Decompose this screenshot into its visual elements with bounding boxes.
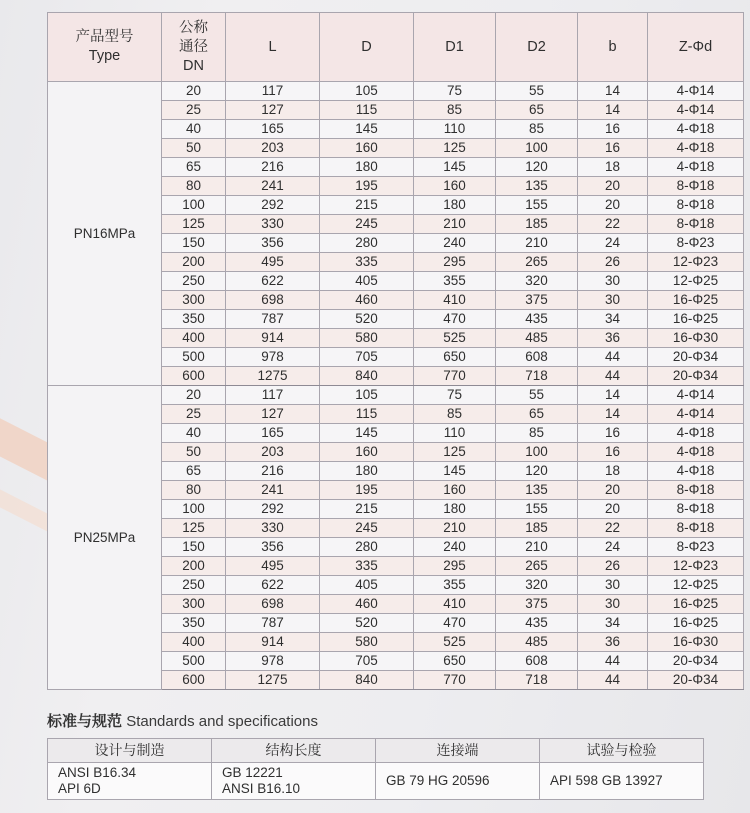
column-header-d: D — [320, 13, 414, 82]
cell-zd: 16-Φ25 — [648, 310, 744, 329]
cell-l: 787 — [226, 310, 320, 329]
cell-l: 117 — [226, 82, 320, 101]
cell-b: 44 — [578, 671, 648, 690]
standards-column-value — [48, 763, 212, 800]
standards-value-line: ANSI B16.34 — [58, 765, 137, 780]
cell-b: 24 — [578, 538, 648, 557]
cell-d1: 295 — [414, 253, 496, 272]
cell-l: 216 — [226, 158, 320, 177]
cell-l: 203 — [226, 139, 320, 158]
standards-table — [47, 738, 704, 800]
cell-b: 44 — [578, 367, 648, 386]
cell-zd: 4-Φ18 — [648, 120, 744, 139]
cell-d2: 100 — [496, 443, 578, 462]
cell-zd: 16-Φ30 — [648, 329, 744, 348]
cell-d: 335 — [320, 253, 414, 272]
cell-b: 18 — [578, 462, 648, 481]
dimension-table-container — [47, 12, 719, 690]
cell-zd: 4-Φ14 — [648, 386, 744, 405]
cell-l: 330 — [226, 215, 320, 234]
column-header-dn-line1: 公称 — [179, 19, 208, 36]
cell-zd: 8-Φ18 — [648, 519, 744, 538]
cell-b: 26 — [578, 557, 648, 576]
cell-d2: 485 — [496, 633, 578, 652]
cell-dn: 65 — [162, 462, 226, 481]
cell-b: 14 — [578, 82, 648, 101]
cell-b: 34 — [578, 310, 648, 329]
cell-b: 22 — [578, 215, 648, 234]
cell-zd: 12-Φ25 — [648, 576, 744, 595]
cell-d1: 75 — [414, 386, 496, 405]
cell-d: 280 — [320, 234, 414, 253]
cell-d1: 240 — [414, 234, 496, 253]
cell-d: 520 — [320, 310, 414, 329]
cell-d2: 435 — [496, 614, 578, 633]
cell-b: 14 — [578, 101, 648, 120]
cell-l: 1275 — [226, 671, 320, 690]
cell-d2: 120 — [496, 462, 578, 481]
cell-d: 105 — [320, 386, 414, 405]
cell-d1: 650 — [414, 348, 496, 367]
cell-b: 44 — [578, 652, 648, 671]
cell-d: 245 — [320, 215, 414, 234]
cell-zd: 12-Φ25 — [648, 272, 744, 291]
cell-d: 335 — [320, 557, 414, 576]
cell-d1: 525 — [414, 329, 496, 348]
standards-heading — [47, 710, 318, 731]
cell-dn: 125 — [162, 215, 226, 234]
cell-zd: 4-Φ18 — [648, 139, 744, 158]
standards-column-header: 结构长度 — [212, 739, 376, 763]
standards-table-container — [47, 738, 703, 800]
cell-b: 16 — [578, 120, 648, 139]
cell-d2: 55 — [496, 82, 578, 101]
pressure-rating-label: PN16MPa — [48, 82, 162, 386]
cell-dn: 200 — [162, 557, 226, 576]
cell-d1: 650 — [414, 652, 496, 671]
column-header-type — [48, 13, 162, 82]
cell-dn: 20 — [162, 82, 226, 101]
cell-b: 36 — [578, 633, 648, 652]
table-row — [48, 386, 744, 405]
cell-dn: 100 — [162, 196, 226, 215]
cell-l: 117 — [226, 386, 320, 405]
cell-dn: 500 — [162, 348, 226, 367]
cell-d: 195 — [320, 481, 414, 500]
cell-l: 914 — [226, 329, 320, 348]
cell-d1: 355 — [414, 576, 496, 595]
cell-b: 16 — [578, 424, 648, 443]
cell-d2: 718 — [496, 671, 578, 690]
cell-b: 20 — [578, 481, 648, 500]
cell-dn: 25 — [162, 405, 226, 424]
cell-d1: 110 — [414, 424, 496, 443]
cell-d1: 470 — [414, 310, 496, 329]
cell-d: 215 — [320, 196, 414, 215]
cell-dn: 250 — [162, 576, 226, 595]
cell-b: 20 — [578, 196, 648, 215]
cell-d2: 435 — [496, 310, 578, 329]
cell-zd: 4-Φ14 — [648, 405, 744, 424]
cell-d: 840 — [320, 671, 414, 690]
cell-d2: 320 — [496, 272, 578, 291]
cell-d2: 320 — [496, 576, 578, 595]
cell-d2: 375 — [496, 291, 578, 310]
cell-d: 405 — [320, 576, 414, 595]
cell-zd: 16-Φ25 — [648, 291, 744, 310]
cell-l: 356 — [226, 234, 320, 253]
cell-zd: 8-Φ23 — [648, 234, 744, 253]
cell-zd: 20-Φ34 — [648, 348, 744, 367]
cell-b: 24 — [578, 234, 648, 253]
cell-d: 460 — [320, 291, 414, 310]
cell-d1: 770 — [414, 671, 496, 690]
cell-d1: 180 — [414, 500, 496, 519]
cell-d1: 770 — [414, 367, 496, 386]
cell-dn: 25 — [162, 101, 226, 120]
cell-l: 216 — [226, 462, 320, 481]
cell-b: 36 — [578, 329, 648, 348]
cell-d1: 210 — [414, 519, 496, 538]
cell-zd: 8-Φ18 — [648, 481, 744, 500]
cell-dn: 125 — [162, 519, 226, 538]
cell-d: 705 — [320, 652, 414, 671]
cell-d2: 210 — [496, 234, 578, 253]
cell-zd: 4-Φ18 — [648, 158, 744, 177]
cell-d: 160 — [320, 139, 414, 158]
cell-d1: 85 — [414, 405, 496, 424]
cell-l: 622 — [226, 272, 320, 291]
cell-d1: 210 — [414, 215, 496, 234]
standards-column-header: 设计与制造 — [48, 739, 212, 763]
cell-d1: 160 — [414, 177, 496, 196]
cell-d: 145 — [320, 120, 414, 139]
cell-d1: 295 — [414, 557, 496, 576]
cell-zd: 20-Φ34 — [648, 652, 744, 671]
column-header-d2: D2 — [496, 13, 578, 82]
cell-dn: 400 — [162, 329, 226, 348]
cell-b: 14 — [578, 405, 648, 424]
standards-heading-cn: 标准与规范 — [47, 713, 123, 730]
cell-l: 165 — [226, 424, 320, 443]
column-header-b: b — [578, 13, 648, 82]
cell-dn: 500 — [162, 652, 226, 671]
cell-d1: 110 — [414, 120, 496, 139]
cell-d2: 135 — [496, 481, 578, 500]
cell-d2: 85 — [496, 424, 578, 443]
table-row — [48, 82, 744, 101]
cell-b: 30 — [578, 576, 648, 595]
cell-d1: 145 — [414, 462, 496, 481]
column-header-type-cn: 产品型号 — [75, 29, 134, 45]
cell-d1: 125 — [414, 139, 496, 158]
standards-value-line: GB 79 HG 20596 — [386, 773, 490, 788]
cell-dn: 250 — [162, 272, 226, 291]
cell-b: 30 — [578, 291, 648, 310]
cell-d1: 355 — [414, 272, 496, 291]
cell-d: 115 — [320, 101, 414, 120]
cell-d1: 75 — [414, 82, 496, 101]
cell-d2: 210 — [496, 538, 578, 557]
cell-dn: 40 — [162, 120, 226, 139]
cell-d: 180 — [320, 462, 414, 481]
cell-l: 978 — [226, 652, 320, 671]
cell-zd: 4-Φ18 — [648, 462, 744, 481]
cell-d1: 525 — [414, 633, 496, 652]
cell-l: 127 — [226, 405, 320, 424]
dimension-table — [47, 12, 744, 690]
cell-d2: 155 — [496, 500, 578, 519]
cell-zd: 12-Φ23 — [648, 253, 744, 272]
cell-zd: 12-Φ23 — [648, 557, 744, 576]
cell-dn: 80 — [162, 481, 226, 500]
dimension-table-header — [48, 13, 744, 82]
cell-d2: 100 — [496, 139, 578, 158]
cell-d2: 185 — [496, 215, 578, 234]
cell-zd: 8-Φ18 — [648, 177, 744, 196]
cell-b: 14 — [578, 386, 648, 405]
cell-b: 30 — [578, 272, 648, 291]
cell-zd: 4-Φ14 — [648, 82, 744, 101]
cell-d1: 410 — [414, 291, 496, 310]
cell-d: 580 — [320, 633, 414, 652]
cell-d2: 718 — [496, 367, 578, 386]
header-row — [48, 13, 744, 82]
cell-l: 356 — [226, 538, 320, 557]
cell-d: 460 — [320, 595, 414, 614]
cell-dn: 20 — [162, 386, 226, 405]
standards-value-row — [48, 763, 704, 800]
cell-d2: 65 — [496, 101, 578, 120]
pressure-rating-label: PN25MPa — [48, 386, 162, 690]
cell-zd: 16-Φ25 — [648, 614, 744, 633]
standards-column-value — [540, 763, 704, 800]
cell-b: 44 — [578, 348, 648, 367]
cell-b: 16 — [578, 139, 648, 158]
cell-d2: 55 — [496, 386, 578, 405]
cell-zd: 20-Φ34 — [648, 367, 744, 386]
cell-l: 241 — [226, 481, 320, 500]
cell-dn: 300 — [162, 595, 226, 614]
cell-d: 160 — [320, 443, 414, 462]
cell-d2: 608 — [496, 348, 578, 367]
standards-column-header: 连接端 — [376, 739, 540, 763]
cell-zd: 8-Φ23 — [648, 538, 744, 557]
cell-d2: 265 — [496, 253, 578, 272]
cell-dn: 65 — [162, 158, 226, 177]
cell-b: 22 — [578, 519, 648, 538]
dimension-table-body — [48, 82, 744, 690]
cell-d2: 485 — [496, 329, 578, 348]
cell-dn: 350 — [162, 614, 226, 633]
cell-dn: 600 — [162, 367, 226, 386]
cell-zd: 4-Φ18 — [648, 424, 744, 443]
cell-d: 840 — [320, 367, 414, 386]
cell-l: 330 — [226, 519, 320, 538]
cell-zd: 8-Φ18 — [648, 215, 744, 234]
cell-l: 495 — [226, 253, 320, 272]
standards-column-value — [212, 763, 376, 800]
cell-d2: 155 — [496, 196, 578, 215]
cell-dn: 100 — [162, 500, 226, 519]
cell-d2: 185 — [496, 519, 578, 538]
cell-dn: 150 — [162, 538, 226, 557]
cell-d: 195 — [320, 177, 414, 196]
cell-d2: 135 — [496, 177, 578, 196]
column-header-zd: Z-Φd — [648, 13, 744, 82]
cell-d1: 160 — [414, 481, 496, 500]
cell-d2: 120 — [496, 158, 578, 177]
cell-d: 580 — [320, 329, 414, 348]
cell-d1: 410 — [414, 595, 496, 614]
cell-d1: 85 — [414, 101, 496, 120]
cell-dn: 50 — [162, 139, 226, 158]
cell-d: 180 — [320, 158, 414, 177]
cell-l: 165 — [226, 120, 320, 139]
cell-d: 245 — [320, 519, 414, 538]
cell-d2: 608 — [496, 652, 578, 671]
cell-d: 705 — [320, 348, 414, 367]
cell-l: 698 — [226, 291, 320, 310]
cell-dn: 350 — [162, 310, 226, 329]
cell-d: 115 — [320, 405, 414, 424]
cell-b: 20 — [578, 500, 648, 519]
cell-dn: 200 — [162, 253, 226, 272]
standards-value-line: GB 12221 — [222, 765, 283, 780]
cell-l: 292 — [226, 196, 320, 215]
cell-b: 30 — [578, 595, 648, 614]
standards-value-line: API 598 GB 13927 — [550, 773, 663, 788]
standards-heading-en: Standards and specifications — [126, 713, 318, 730]
standards-value-line: ANSI B16.10 — [222, 781, 301, 796]
cell-d1: 145 — [414, 158, 496, 177]
cell-zd: 8-Φ18 — [648, 500, 744, 519]
standards-column-header: 试验与检验 — [540, 739, 704, 763]
cell-l: 241 — [226, 177, 320, 196]
cell-d2: 375 — [496, 595, 578, 614]
cell-d: 215 — [320, 500, 414, 519]
cell-l: 292 — [226, 500, 320, 519]
cell-l: 127 — [226, 101, 320, 120]
cell-dn: 40 — [162, 424, 226, 443]
cell-d2: 85 — [496, 120, 578, 139]
cell-d1: 125 — [414, 443, 496, 462]
standards-column-value — [376, 763, 540, 800]
cell-b: 16 — [578, 443, 648, 462]
cell-d2: 65 — [496, 405, 578, 424]
standards-value-line: API 6D — [58, 781, 101, 796]
cell-b: 34 — [578, 614, 648, 633]
cell-zd: 20-Φ34 — [648, 671, 744, 690]
cell-d: 145 — [320, 424, 414, 443]
cell-dn: 80 — [162, 177, 226, 196]
cell-l: 978 — [226, 348, 320, 367]
cell-dn: 600 — [162, 671, 226, 690]
cell-d1: 470 — [414, 614, 496, 633]
cell-dn: 300 — [162, 291, 226, 310]
cell-zd: 16-Φ30 — [648, 633, 744, 652]
cell-zd: 16-Φ25 — [648, 595, 744, 614]
cell-zd: 4-Φ14 — [648, 101, 744, 120]
cell-b: 26 — [578, 253, 648, 272]
cell-dn: 50 — [162, 443, 226, 462]
cell-d2: 265 — [496, 557, 578, 576]
column-header-dn-line2: 通径 — [179, 38, 208, 55]
column-header-d1: D1 — [414, 13, 496, 82]
column-header-l: L — [226, 13, 320, 82]
cell-dn: 400 — [162, 633, 226, 652]
cell-d: 405 — [320, 272, 414, 291]
cell-d: 280 — [320, 538, 414, 557]
cell-b: 20 — [578, 177, 648, 196]
cell-l: 622 — [226, 576, 320, 595]
column-header-dn — [162, 13, 226, 82]
cell-l: 787 — [226, 614, 320, 633]
cell-l: 914 — [226, 633, 320, 652]
cell-zd: 8-Φ18 — [648, 196, 744, 215]
cell-l: 495 — [226, 557, 320, 576]
cell-d1: 180 — [414, 196, 496, 215]
cell-zd: 4-Φ18 — [648, 443, 744, 462]
cell-d: 105 — [320, 82, 414, 101]
column-header-dn-line3: DN — [183, 57, 204, 74]
cell-d: 520 — [320, 614, 414, 633]
cell-l: 698 — [226, 595, 320, 614]
cell-d1: 240 — [414, 538, 496, 557]
standards-header-row — [48, 739, 704, 763]
cell-l: 203 — [226, 443, 320, 462]
cell-dn: 150 — [162, 234, 226, 253]
cell-l: 1275 — [226, 367, 320, 386]
cell-b: 18 — [578, 158, 648, 177]
column-header-type-en: Type — [88, 48, 121, 64]
